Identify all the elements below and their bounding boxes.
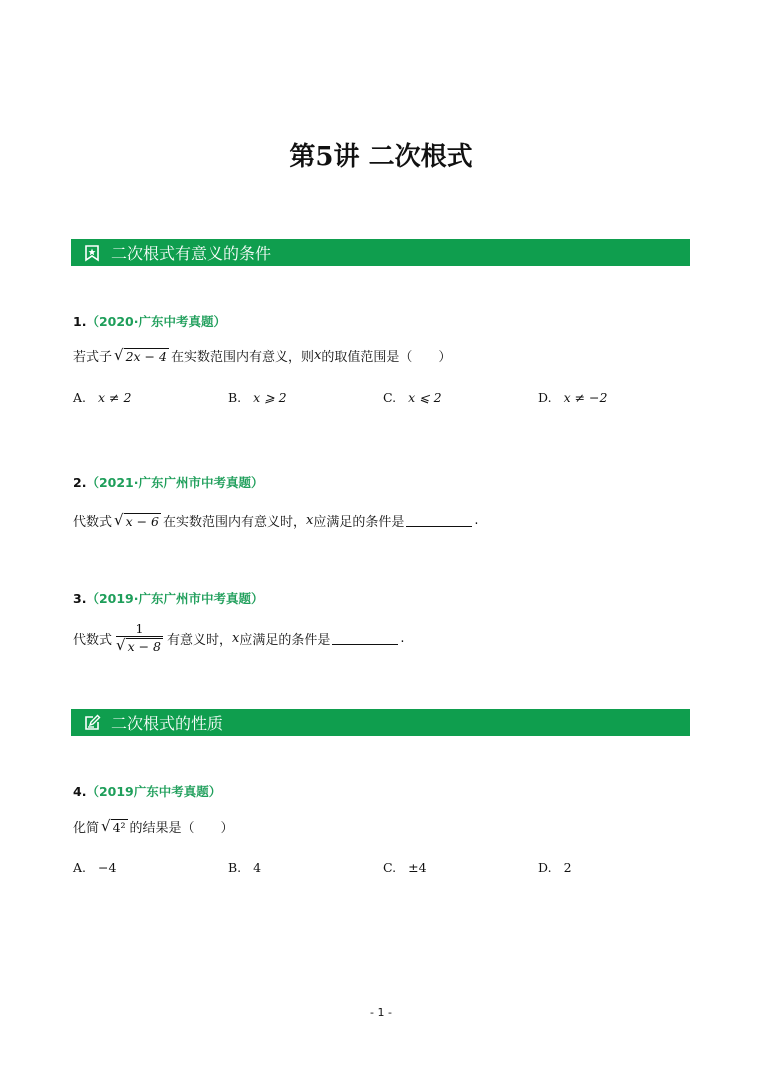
section-title: 二次根式的性质 (111, 714, 224, 733)
question-text: 化简 √ 4² 的结果是（ ） (73, 816, 234, 836)
sqrt-expression: √ x − 6 (114, 510, 160, 529)
choice-list (73, 860, 693, 875)
question-header: 3.（2019·广东广州市中考真题） (73, 591, 264, 606)
edit-note-icon (81, 712, 103, 734)
choice-b[interactable]: B. 4 (228, 860, 262, 875)
question-text: 代数式 1 √ x − 8 有意义时， x 应满足的条件是 . (73, 621, 405, 654)
question-header: 1.（2020·广东中考真题） (73, 314, 226, 329)
choice-a[interactable]: A. −4 (73, 860, 117, 875)
section-header-conditions (71, 239, 690, 266)
choice-list (73, 390, 693, 405)
sqrt-expression: √ 4² (101, 816, 126, 835)
answer-blank[interactable] (406, 514, 472, 527)
question-header: 2.（2021·广东广州市中考真题） (73, 475, 264, 490)
choice-a[interactable]: A. x ≠ 2 (73, 390, 132, 405)
choice-c[interactable]: C. ±4 (383, 860, 427, 875)
page-title: 第5讲 二次根式 (289, 142, 473, 172)
sqrt-expression: √ 2x − 4 (114, 345, 167, 364)
page-number: - 1 - (370, 1006, 392, 1019)
choice-d[interactable]: D. x ≠ −2 (538, 390, 608, 405)
choice-b[interactable]: B. x ⩾ 2 (228, 390, 287, 405)
answer-blank[interactable] (332, 632, 398, 645)
section-title: 二次根式有意义的条件 (111, 244, 272, 263)
question-text: 代数式 √ x − 6 在实数范围内有意义时， x 应满足的条件是 . (73, 510, 479, 530)
choice-c[interactable]: C. x ⩽ 2 (383, 390, 442, 405)
bookmark-star-icon (81, 242, 103, 264)
section-header-properties (71, 709, 690, 736)
question-header: 4.（2019广东中考真题） (73, 784, 222, 799)
fraction-expression: 1 √ x − 8 (116, 621, 162, 654)
question-text: 若式子 √ 2x − 4 在实数范围内有意义，则 x 的取值范围是（ ） (73, 345, 452, 365)
choice-d[interactable]: D. 2 (538, 860, 572, 875)
